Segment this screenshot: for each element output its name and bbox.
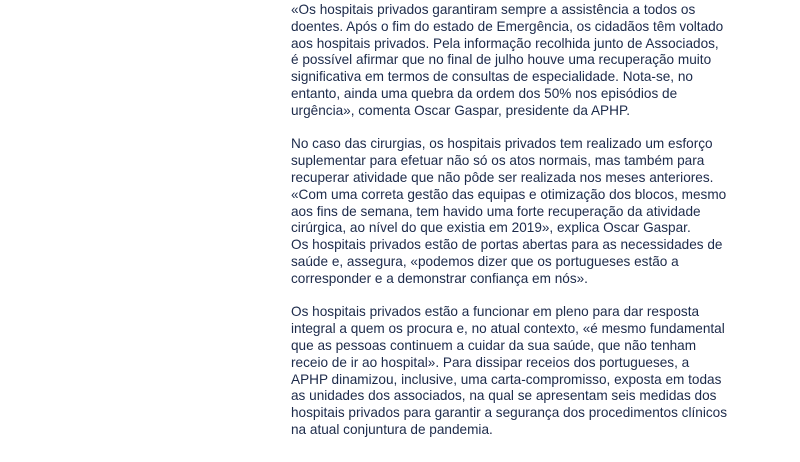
article-paragraph-2: No caso das cirurgias, os hospitais privados tem realizado um esforço suplementar para efetuar não só os atos normais, mas também para recuperar atividade que não pôde ser realizada nos meses anteriores. «Com uma correta gestão das equipas e otimização dos blocos, mesmo aos fins de semana, tem havido uma forte recuperação da atividade cirúrgica, ao nível do que existia em 2019», explica Oscar Gaspar. Os hospitais privados estão de portas abertas para as necessidades de saúde e, assegura, «podemos dizer que os portugueses estão a corresponder e a demonstrar confiança em nós». [291, 136, 727, 286]
article-paragraph-3: Os hospitais privados estão a funcionar em pleno para dar resposta integral a quem os procura e, no atual contexto, «é mesmo fundamental que as pessoas continuem a cuidar da sua saúde, que não tenham receio de ir ao hospital». Para dissipar receios dos portugueses, a APHP dinamizou, inclusive, uma carta-compromisso, exposta em todas as unidades dos associados, na qual se apresentam seis medidas dos hospitais privados para garantir a segurança dos procedimentos clínicos na atual conjuntura de pandemia. [291, 304, 727, 437]
article-body [291, 2, 727, 456]
article-paragraph-1: «Os hospitais privados garantiram sempre a assistência a todos os doentes. Após o fim do estado de Emergência, os cidadãos têm voltado aos hospitais privados. Pela informação recolhida junto de Associados, é possível afirmar que no final de julho houve uma recuperação muito significativa em termos de consultas de especialidade. Nota-se, no entanto, ainda uma quebra da ordem dos 50% nos episódios de urgência», comenta Oscar Gaspar, presidente da APHP. [291, 2, 724, 118]
